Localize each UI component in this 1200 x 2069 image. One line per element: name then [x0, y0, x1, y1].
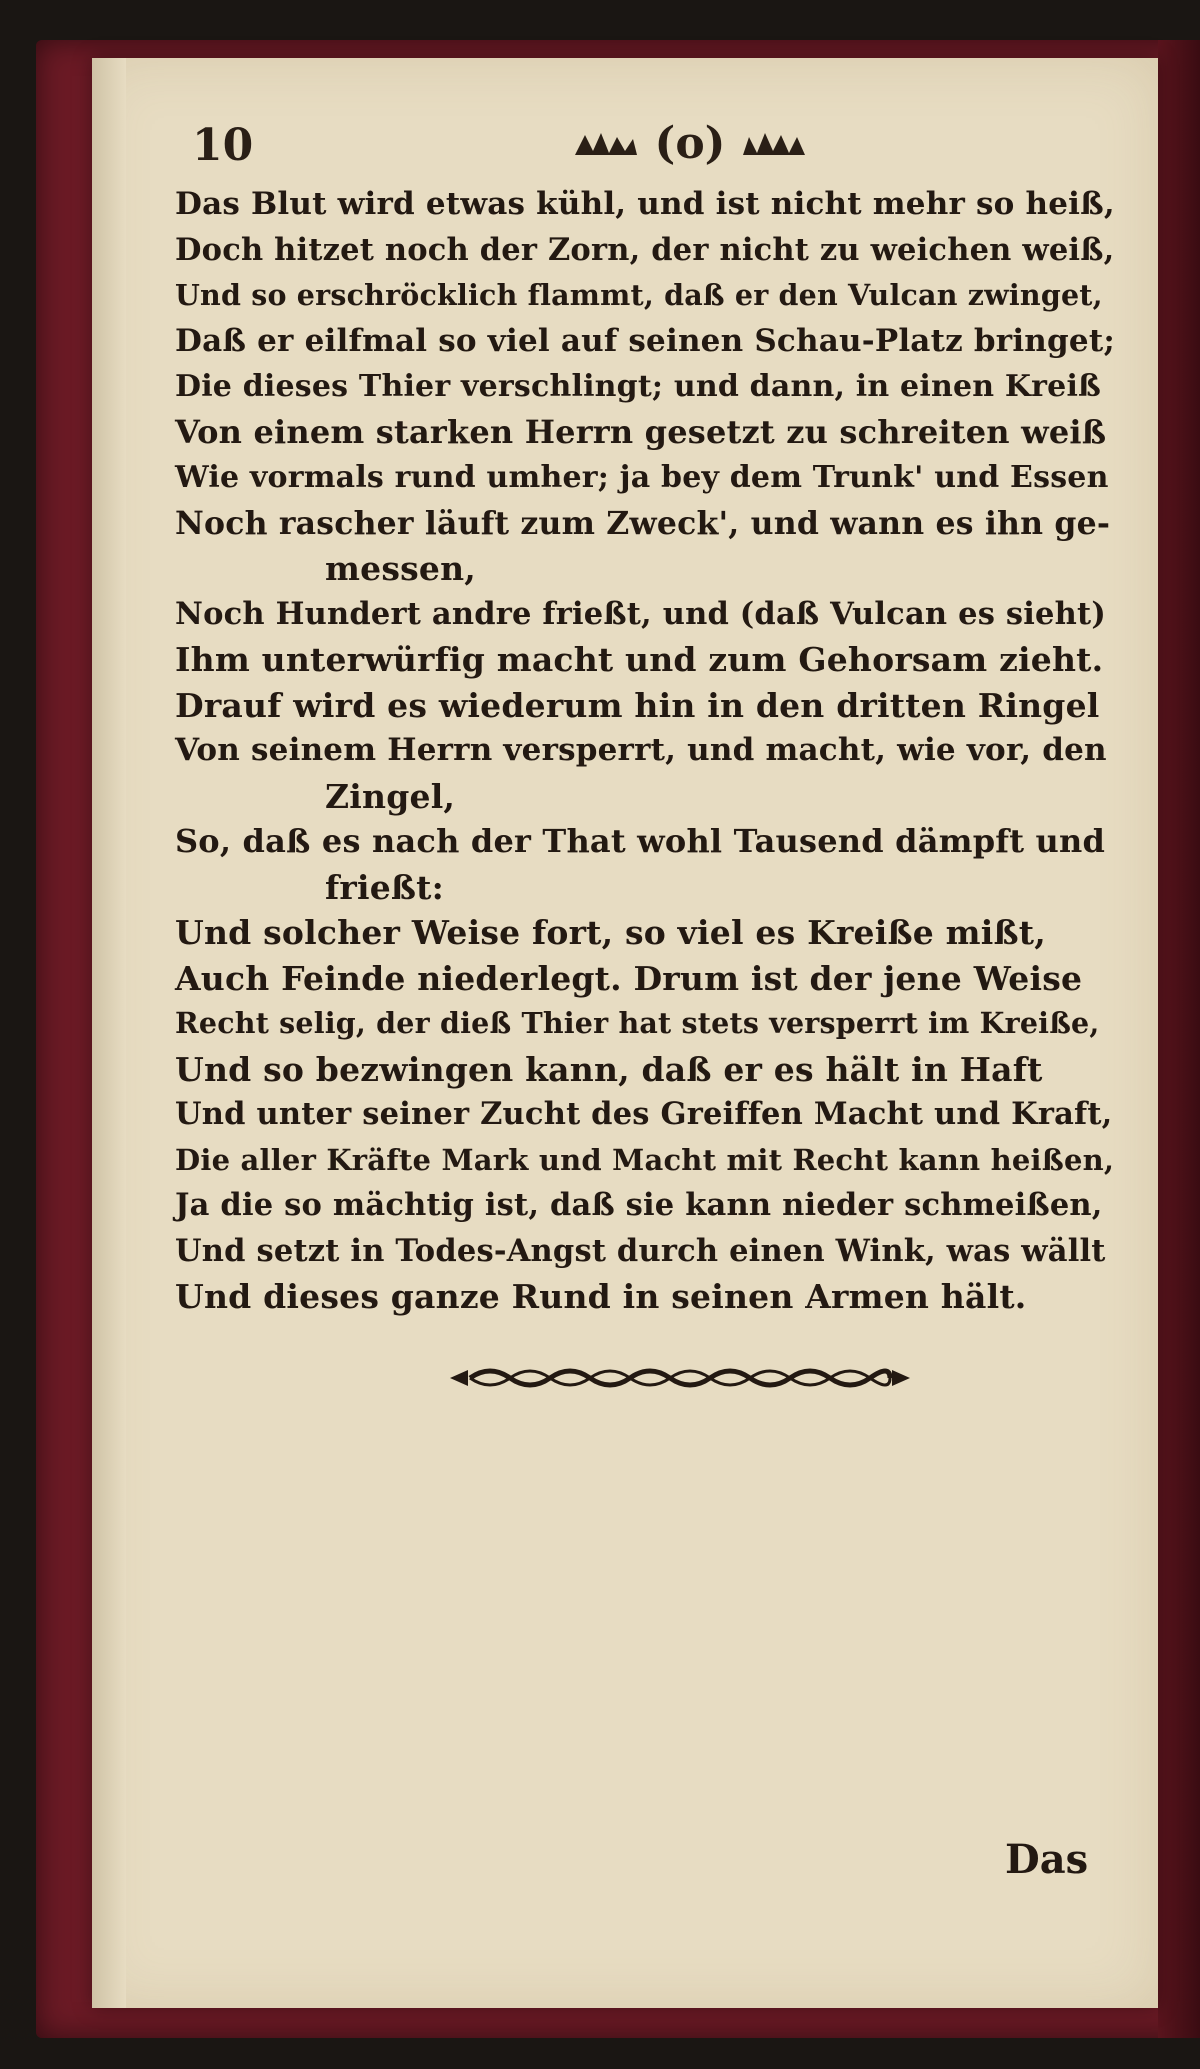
text-line: frießt:: [325, 867, 445, 907]
text-line: Ihm unterwürfig macht und zum Gehorsam zieht.: [175, 640, 1104, 679]
ornamental-divider-icon: [450, 1358, 910, 1398]
text-line: Die dieses Thier verschlingt; und dann, in einen Kreiß: [175, 369, 1102, 404]
page-gutter: [92, 58, 126, 2008]
text-line: messen,: [325, 549, 476, 588]
text-line: Drauf wird es wiederum hin in den dritten Ringel: [175, 685, 1100, 725]
text-line: Und dieses ganze Rund in seinen Armen hält.: [175, 1277, 1027, 1316]
cover-edge: [1158, 40, 1200, 2038]
text-line: Noch Hundert andre frießt, und (daß Vulcan es sieht): [175, 595, 1106, 632]
page-number: 10: [192, 120, 254, 171]
text-line: Doch hitzet noch der Zorn, der nicht zu weichen weiß,: [175, 231, 1115, 268]
text-line: Das Blut wird etwas kühl, und ist nicht mehr so heiß,: [175, 186, 1115, 222]
poem-text: [175, 182, 1115, 1320]
text-line: Recht selig, der dieß Thier hat stets versperrt im Kreiße,: [175, 1006, 1100, 1040]
right-ornament-icon: [739, 127, 809, 161]
text-line: Und unter seiner Zucht des Greiffen Macht und Kraft,: [175, 1096, 1113, 1132]
text-line: Ja die so mächtig ist, daß sie kann nieder schmeißen,: [175, 1187, 1103, 1223]
text-line: Von einem starken Herrn gesetzt zu schreiten weiß: [175, 412, 1107, 451]
text-line: Auch Feinde niederlegt. Drum ist der jene Weise: [175, 958, 1083, 998]
running-head-text: (o): [654, 118, 726, 169]
left-ornament-icon: [571, 127, 641, 161]
catchword: Das: [1005, 1836, 1089, 1883]
text-line: Noch rascher läuft zum Zweck', und wann es ihn ge-: [175, 504, 1111, 542]
text-line: Und setzt in Todes-Angst durch einen Wink, was wällt: [175, 1232, 1106, 1269]
text-line: Und so bezwingen kann, daß er es hält in Haft: [175, 1049, 1043, 1089]
text-line: Die aller Kräfte Mark und Macht mit Recht kann heißen,: [175, 1142, 1115, 1177]
text-line: So, daß es nach der That wohl Tausend dämpft und: [175, 822, 1106, 860]
text-line: Daß er eilfmal so viel auf seinen Schau-Platz bringet;: [175, 322, 1115, 359]
text-line: Von seinem Herrn versperrt, und macht, wie vor, den: [175, 732, 1107, 768]
text-line: Zingel,: [325, 776, 456, 816]
running-head: [540, 118, 840, 169]
text-line: Und so erschröcklich flammt, daß er den Vulcan zwinget,: [175, 278, 1103, 312]
text-line: Wie vormals rund umher; ja bey dem Trunk' und Essen: [175, 460, 1109, 495]
text-line: Und solcher Weise fort, so viel es Kreiße mißt,: [175, 913, 1046, 952]
